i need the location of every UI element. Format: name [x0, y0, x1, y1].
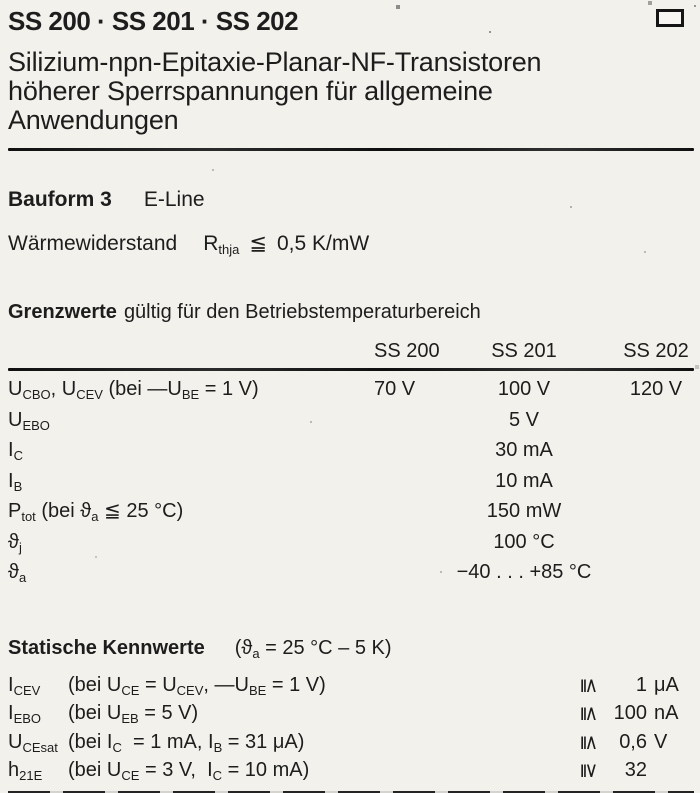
limits-value-ss200: [368, 438, 454, 469]
limits-value-ss201: 100 °C: [493, 530, 555, 553]
limits-value-ss201: 5 V: [508, 408, 540, 431]
limits-value-ss200: [368, 560, 454, 591]
title-divider: [8, 148, 694, 151]
limits-value-ss202: [594, 408, 696, 439]
limits-heading-bold: Grenzwerte: [8, 301, 117, 323]
less-equal-icon: [575, 674, 601, 698]
subtitle: [8, 48, 696, 135]
rotated-relation-glyph: ≧: [577, 762, 600, 780]
limits-row: [8, 530, 696, 561]
static-heading: [8, 635, 696, 667]
limits-heading-rest: gültig für den Betriebstemperaturbereich: [123, 301, 481, 323]
static-value-number: 32: [624, 759, 647, 781]
static-value-number: 0,6: [619, 730, 647, 753]
bottom-divider: [8, 791, 694, 793]
limits-value-ss200: [368, 408, 454, 439]
limits-row: [8, 560, 696, 591]
limits-row: [8, 377, 696, 408]
subtitle-line-3: Anwendungen: [8, 105, 179, 135]
static-symbol: $U_{CEsat}$: [8, 730, 58, 755]
less-equal-icon: [575, 702, 601, 726]
static-condition: (bei $I_C = 1$ mA, $I_B = 31$ μA): [68, 730, 305, 755]
limits-value-ss201: 100 V: [497, 378, 551, 400]
thermal-symbol: $R_{thja}$: [203, 232, 240, 257]
static-value-number: 100: [613, 702, 647, 724]
limits-row-label: $ϑ_j$: [8, 530, 22, 555]
corner-box-icon: [656, 9, 684, 27]
bauform-value: E-Line: [143, 188, 205, 211]
limits-heading: [8, 300, 696, 324]
limits-row: [8, 438, 696, 469]
rotated-relation-glyph: ≦: [577, 705, 600, 723]
greater-equal-icon: [575, 759, 601, 783]
static-condition: (bei $U_{CE} = 3$ V, $I_C = 10$ mA): [68, 759, 310, 783]
static-value-unit: nA: [654, 702, 679, 724]
limits-value-ss202: [594, 469, 696, 500]
static-condition: (bei $U_{CE} = U_{CEV}$, $—U_{BE} = 1$ V): [68, 673, 326, 698]
static-symbol: $h_{21E}$: [8, 759, 43, 783]
column-header-ss200: SS 200: [374, 340, 440, 362]
limits-value-ss200: [368, 499, 454, 530]
static-row: [8, 702, 696, 731]
static-row: [8, 731, 696, 760]
limits-value-ss200: [368, 530, 454, 561]
static-symbol: $I_{CEV}$: [8, 673, 41, 698]
limits-value-ss200: [368, 469, 454, 500]
limits-value-ss202: 120 V: [629, 378, 683, 400]
static-table-body: [8, 674, 696, 788]
static-heading-condition: ($ϑ_a = 25$ °C – 5 K): [234, 636, 392, 661]
limits-value-ss201: 150 mW: [486, 500, 562, 522]
limits-row-label: $U_{EBO}$: [8, 408, 50, 433]
static-row: [8, 674, 696, 703]
limits-value-ss202: [594, 560, 696, 591]
rotated-relation-glyph: ≦: [577, 676, 600, 694]
thermal-resistance-line: [8, 231, 696, 263]
static-heading-bold: Statische Kennwerte: [8, 636, 205, 659]
limits-value-ss201: 10 mA: [495, 469, 553, 492]
bauform-line: [8, 188, 696, 212]
limits-row-label: $I_B$: [8, 469, 23, 494]
subtitle-line-2: höherer Sperrspannungen für allgemeine: [8, 76, 493, 106]
limits-row: [8, 408, 696, 439]
static-row: [8, 759, 696, 788]
static-value-unit: V: [654, 730, 668, 753]
limits-value-ss202: [594, 438, 696, 469]
column-header-ss202: SS 202: [623, 340, 689, 362]
scan-noise: [0, 0, 2, 2]
limits-table-body: [8, 377, 696, 591]
limits-row: [8, 469, 696, 500]
thermal-label: Wärmewiderstand: [8, 232, 178, 255]
less-equal-icon: [575, 731, 601, 755]
limits-colhead-spacer: [8, 340, 368, 362]
limits-table-divider: [8, 368, 694, 371]
limits-row-label: $P_{tot}$ (bei $ϑ_a$ ≦ 25 °C): [8, 500, 184, 524]
limits-column-headers: [8, 340, 696, 362]
static-value-number: 1: [635, 673, 647, 696]
bauform-label: Bauform 3: [8, 188, 112, 211]
limits-value-ss201: 30 mA: [495, 439, 553, 461]
static-value-unit: μA: [654, 673, 679, 696]
limits-row: [8, 499, 696, 530]
limits-value-ss202: [594, 499, 696, 530]
limits-value-ss200: 70 V: [374, 378, 416, 400]
subtitle-line-1: Silizium-npn-Epitaxie-Planar-NF-Transistoren: [8, 47, 542, 77]
limits-row-label: $ϑ_a$: [8, 561, 27, 585]
limits-value-ss202: [594, 530, 696, 561]
page-title: SS 200 · SS 201 · SS 202: [8, 6, 299, 36]
header: [8, 6, 696, 38]
rotated-relation-glyph: ≦: [577, 733, 600, 751]
limits-value-ss201: −40 . . . +85 °C: [456, 561, 592, 583]
thermal-value: 0,5 K/mW: [276, 232, 370, 255]
limits-row-label: $I_C$: [8, 439, 23, 463]
static-symbol: $I_{EBO}$: [8, 702, 42, 726]
less-equal-icon: ≦: [249, 232, 267, 255]
static-condition: (bei $U_{EB} = 5$ V): [68, 702, 199, 726]
column-header-ss201: SS 201: [491, 340, 557, 362]
limits-row-label: $U_{CBO}$, $U_{CEV}$ (bei $—U_{BE} = 1$ V): [8, 378, 259, 402]
